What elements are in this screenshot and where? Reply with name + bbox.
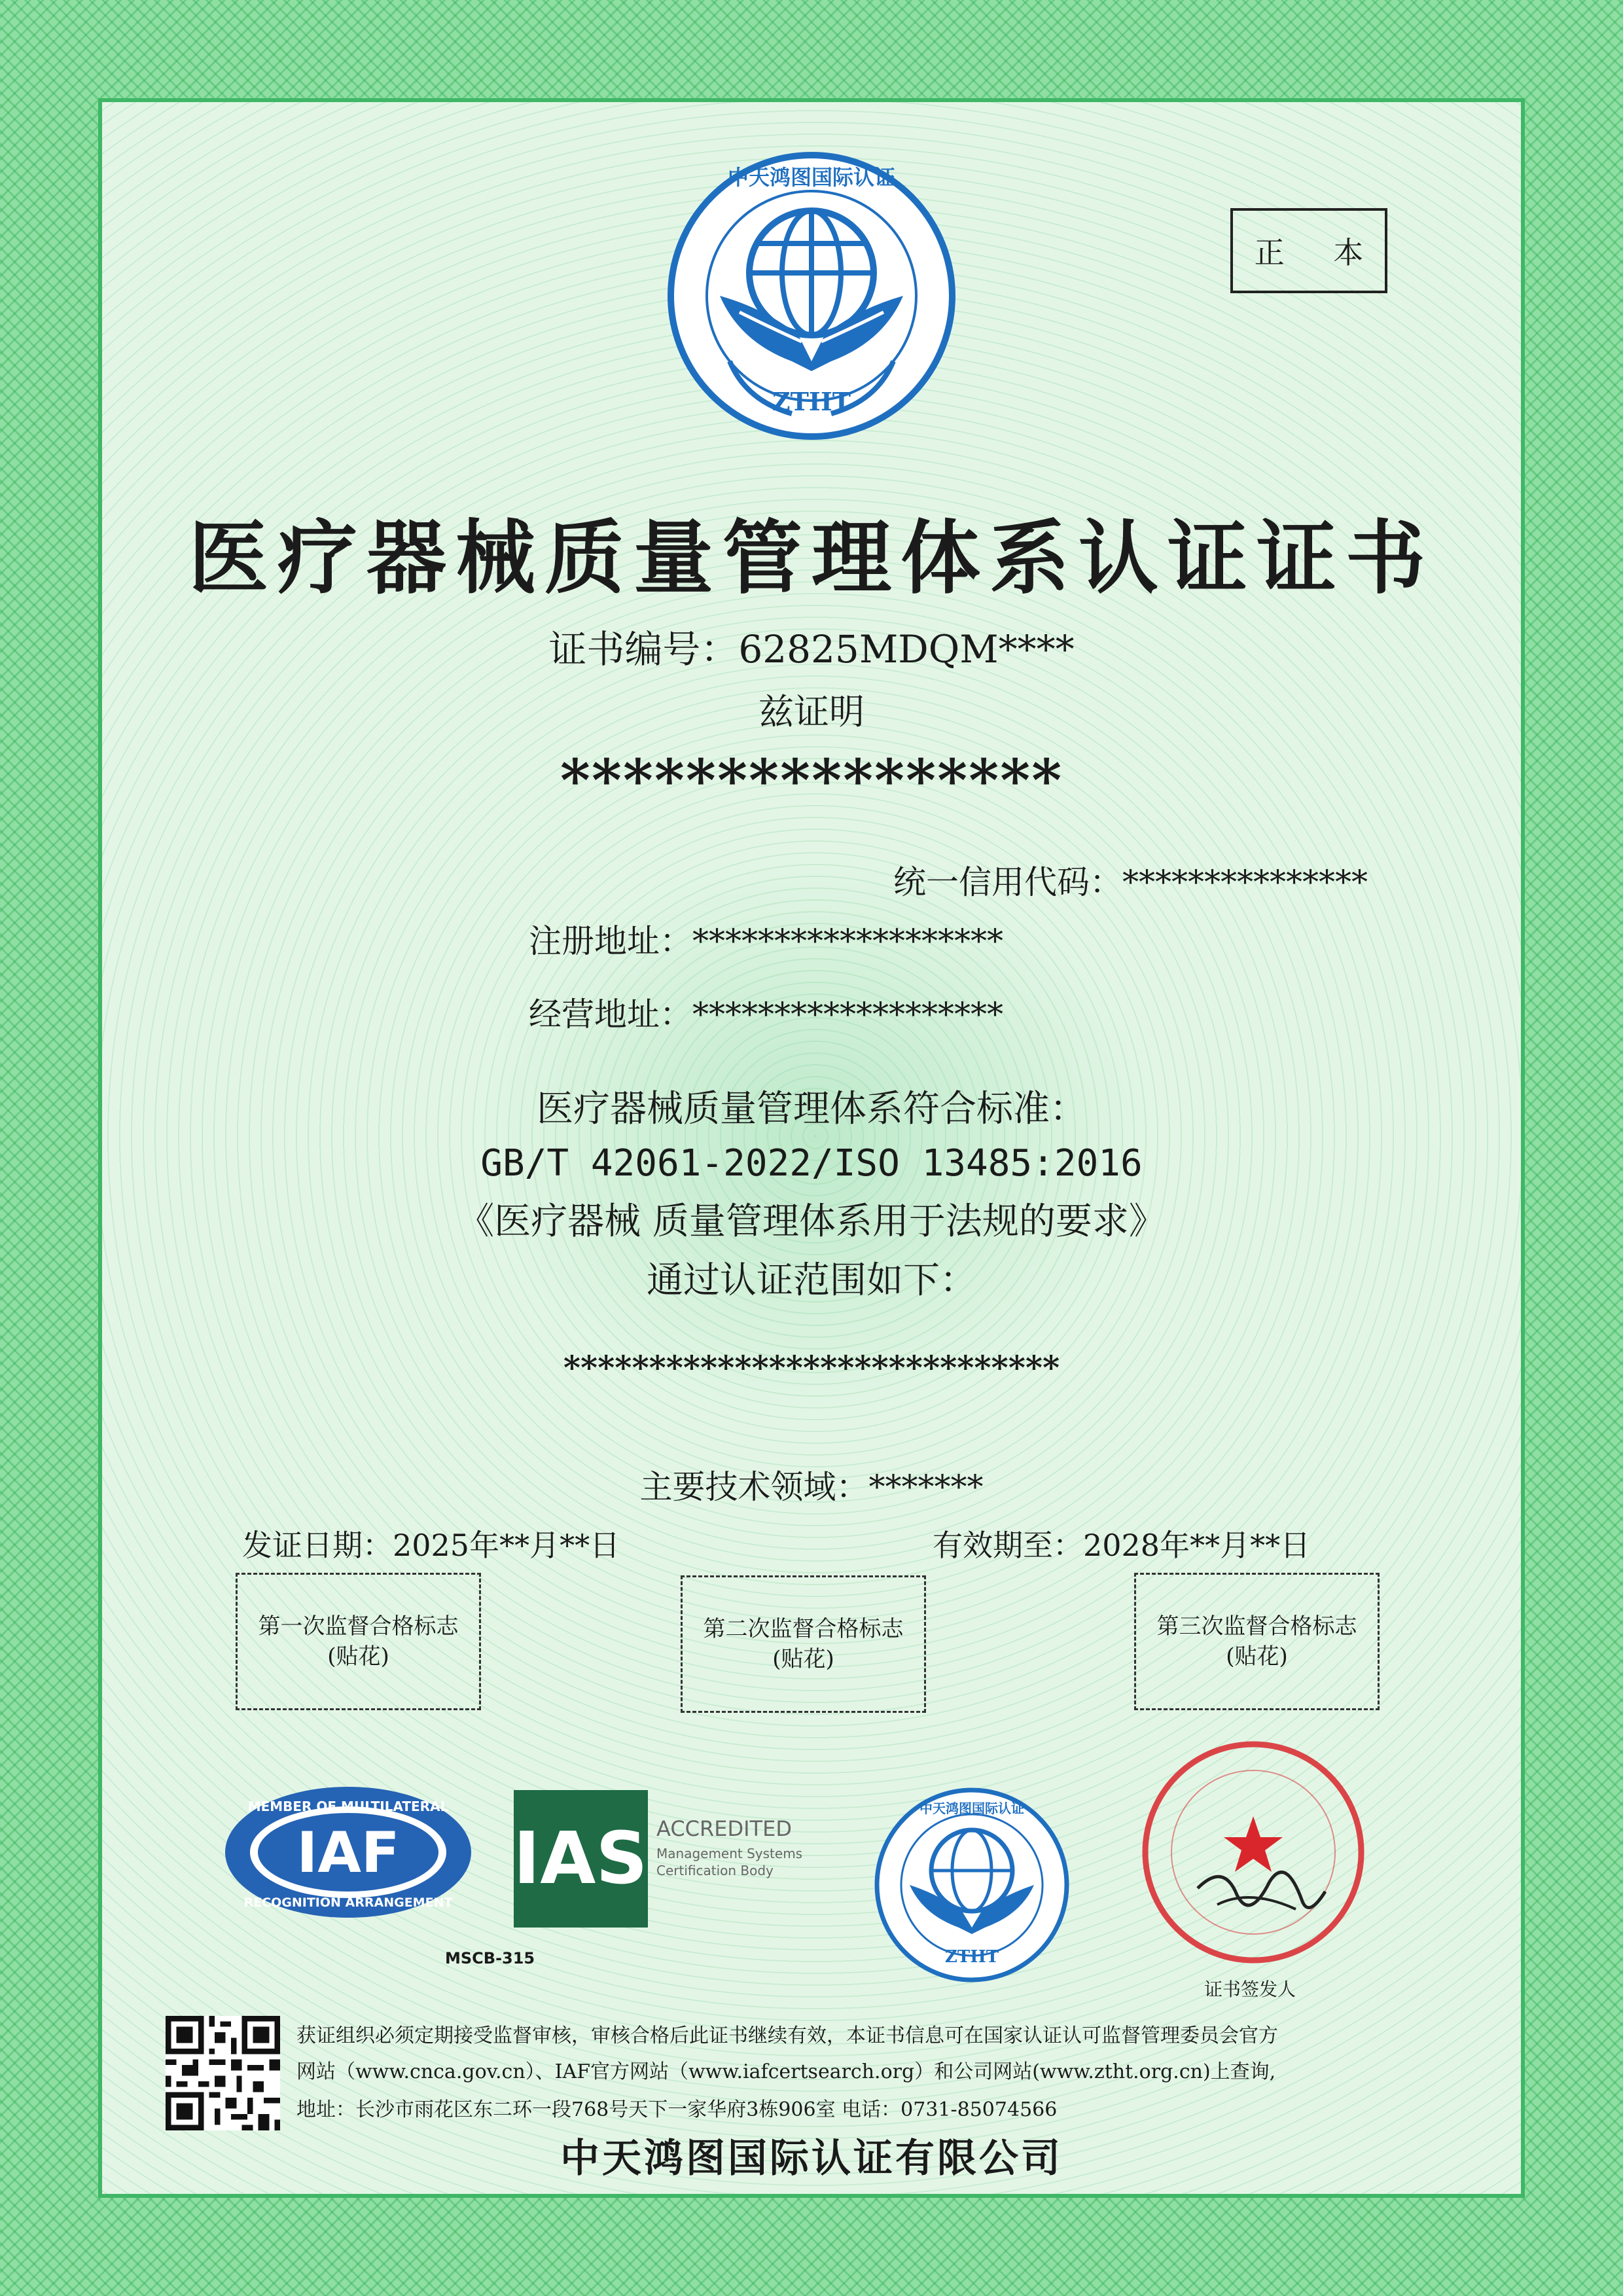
company-name-masked: ****************	[560, 746, 1063, 814]
issue-date: 发证日期：2025年**月**日	[242, 1528, 620, 1563]
supervision-box-3	[1134, 1573, 1380, 1710]
original-copy-badge: 正 本	[1230, 208, 1387, 293]
supervision-box-note: (贴花)	[327, 1643, 389, 1670]
ztht-logo-icon	[668, 145, 955, 453]
footer-address: 地址：长沙市雨花区东二环一段768号天下一家华府3栋906室 电话：0731-85074566	[296, 2098, 1058, 2121]
supervision-box-label: 第二次监督合格标志	[703, 1616, 904, 1642]
tech-field: 主要技术领域：*******	[639, 1468, 984, 1506]
scope-masked: *****************************	[563, 1348, 1060, 1387]
svg-text:RECOGNITION ARRANGEMENT: RECOGNITION ARRANGEMENT	[243, 1895, 453, 1910]
standard-name: 《医疗器械 质量管理体系用于法规的要求》	[457, 1200, 1166, 1243]
signer-label: 证书签发人	[1204, 1979, 1296, 2000]
svg-text:中天鸿图国际认证: 中天鸿图国际认证	[919, 1801, 1024, 1816]
supervision-box-label: 第一次监督合格标志	[258, 1613, 459, 1640]
supervision-box-note: (贴花)	[1226, 1643, 1288, 1670]
standard-code: GB/T 42061-2022/ISO 13485:2016	[480, 1142, 1143, 1185]
svg-text:Management Systems: Management Systems	[656, 1846, 802, 1861]
logo-abbr: ZTHT	[772, 387, 851, 416]
svg-text:ACCREDITED: ACCREDITED	[656, 1816, 792, 1841]
footer-line-1: 获证组织必须定期接受监督审核，审核合格后此证书继续有效，本证书信息可在国家认证认可监督管理委员会官方	[296, 2024, 1278, 2047]
scope-intro: 通过认证范围如下：	[647, 1259, 976, 1302]
ztht-small-logo-icon	[874, 1787, 1070, 1983]
svg-text:Certification Body: Certification Body	[656, 1863, 774, 1878]
company-seal-icon	[1139, 1738, 1368, 1967]
svg-text:IAF: IAF	[296, 1820, 400, 1886]
supervision-box-label: 第三次监督合格标志	[1156, 1613, 1357, 1640]
supervision-box-2	[681, 1575, 926, 1713]
ias-logo-icon	[514, 1790, 802, 1928]
iaf-code: MSCB-315	[445, 1949, 535, 1967]
valid-until: 有效期至：2028年**月**日	[933, 1528, 1311, 1563]
iaf-logo-icon	[223, 1784, 474, 1921]
registered-address: 注册地址：*******************	[529, 922, 1003, 960]
certificate-number: 证书编号：62825MDQM****	[548, 627, 1075, 672]
issuer-company-name: 中天鸿图国际认证有限公司	[560, 2136, 1063, 2181]
svg-text:ZTHT: ZTHT	[944, 1947, 999, 1967]
credit-code: 统一信用代码：***************	[893, 863, 1368, 901]
supervision-box-note: (贴花)	[772, 1646, 834, 1672]
qr-code-icon[interactable]	[166, 2016, 280, 2130]
svg-text:MEMBER OF MULTILATERAL: MEMBER OF MULTILATERAL	[247, 1799, 449, 1814]
business-address: 经营地址：*******************	[529, 996, 1003, 1033]
supervision-box-1	[236, 1573, 481, 1710]
certificate-title: 医疗器械质量管理体系认证证书	[188, 512, 1435, 605]
footer-line-2: 网站（www.cnca.gov.cn）、IAF官方网站（www.iafcertsearch.org）和公司网站(www.ztht.org.cn)上查询,	[296, 2060, 1276, 2083]
certify-text: 兹证明	[758, 691, 865, 732]
svg-text:IAS: IAS	[514, 1816, 648, 1900]
standard-intro: 医疗器械质量管理体系符合标准：	[537, 1088, 1086, 1130]
svg-text:中天鸿图国际认证: 中天鸿图国际认证	[727, 165, 896, 190]
